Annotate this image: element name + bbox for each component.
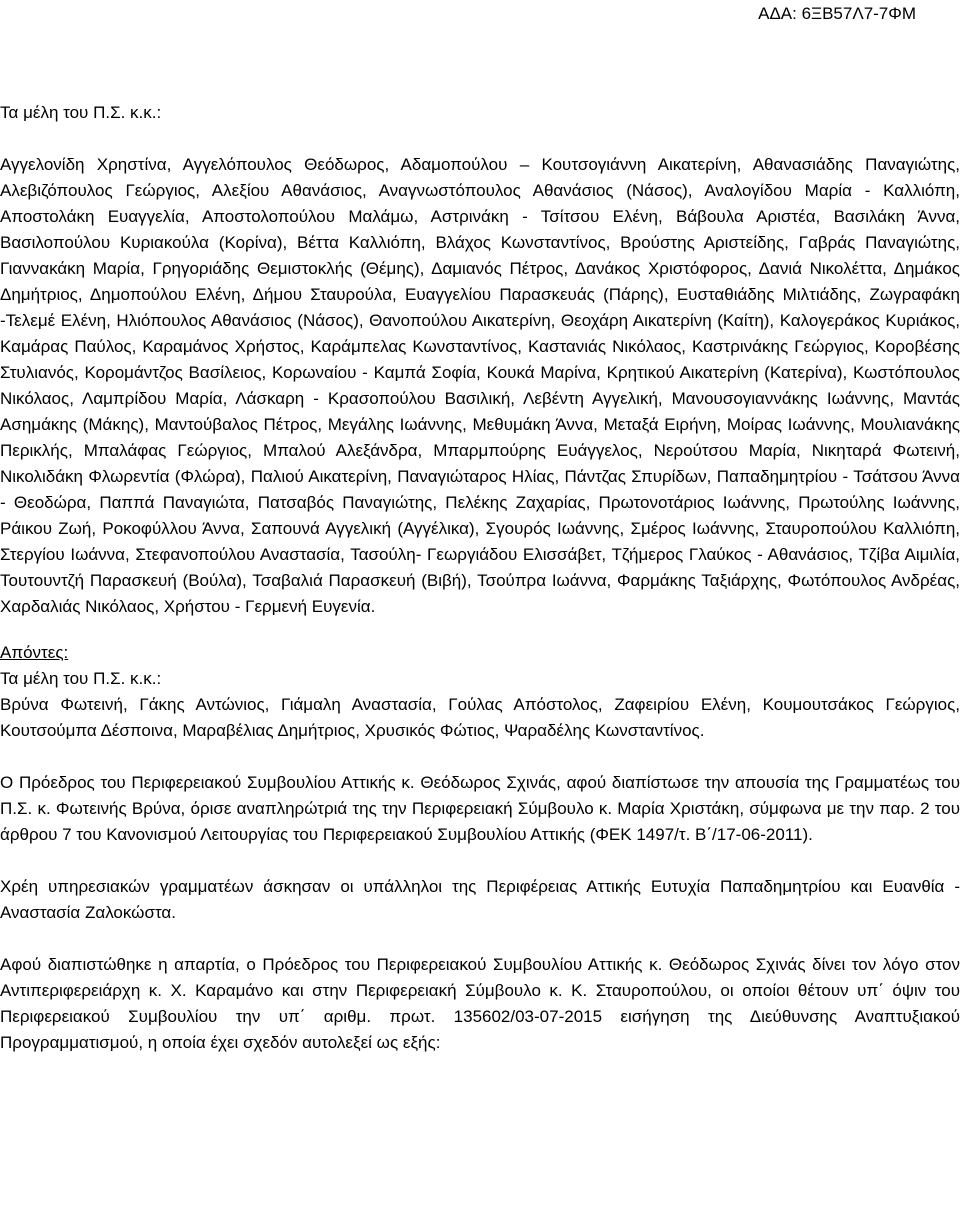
members-present-heading: Τα μέλη του Π.Σ. κ.κ.:: [0, 103, 162, 122]
absent-heading: [0, 640, 960, 666]
spacer: [0, 620, 960, 640]
members-present-list: Αγγελονίδη Χρηστίνα, Αγγελόπουλος Θεόδωρος, Αδαμοπούλου – Κουτσογιάννη Αικατερίνη, Αθανασιάδης Παναγιώτης, Αλεβιζόπουλος Γεώργιος, Αλεξίου Αθανάσιος, Αναγνωστόπουλος Αθανάσιος (Νάσος), Αναλογίδου Μαρία - Καλλιόπη, Αποστολάκη Ευαγγελία, Αποστολοπούλου Μαλάμω, Αστρινάκη - Τσίτσου Ελένη, Βάβουλα Αριστέα, Βασιλάκη Άννα, Βασιλοπούλου Κυριακούλα (Κορίνα), Βέττα Καλλιόπη, Βλάχος Κωνσταντίνος, Βρούστης Αριστείδης, Γαβράς Παναγιώτης, Γιαννακάκη Μαρία, Γρηγοριάδης Θεμιστοκλής (Θέμης), Δαμιανός Πέτρος, Δανάκος Χριστόφορος, Δανιά Νικολέττα, Δημάκος Δημήτριος, Δημοπούλου Ελένη, Δήμου Σταυρούλα, Ευαγγελίου Παρασκευάς (Πάρης), Ευσταθιάδης Μιλτιάδης, Ζωγραφάκη -Τελεμέ Ελένη, Ηλιόπουλος Αθανάσιος (Νάσος), Θανοπούλου Αικατερίνη, Θεοχάρη Αικατερίνη (Καίτη), Καλογεράκος Κυριάκος, Καμάρας Παύλος, Καραμάνος Χρήστος, Καράμπελας Κωνσταντίνος, Καστανιάς Νικόλαος, Καστρινάκης Γεώργιος, Κοροβέσης Στυλιανός, Κορομάντζος Βασίλειος, Κορωναίου - Καμπά Σοφία, Κουκά Μαρίνα, Κρητικού Αικατερίνη (Κατερίνα), Κωστόπουλος Νικόλαος, Λαμπρίδου Μαρία, Λάσκαρη - Κρασοπούλου Βασιλική, Λεβέντη Αγγελική, Μανουσογιαννάκης Ιωάννης, Μαντάς Ασημάκης (Μάκης), Μαντούβαλος Πέτρος, Μεγάλης Ιωάννης, Μεθυμάκη Άννα, Μεταξά Ειρήνη, Μοίρας Ιωάννης, Μουλιανάκης Περικλής, Μπαλάφας Γεώργιος, Μπαλού Αλεξάνδρα, Μπαρμπούρης Ευάγγελος, Νερούτσου Μαρία, Νικηταρά Φωτεινή, Νικολιδάκη Φλωρεντία (Φλώρα), Παλιού Αικατερίνη, Παναγιώταρος Ηλίας, Πάντζας Σπυρίδων, Παπαδημητρίου - Τσάτσου Άννα - Θεοδώρα, Παππά Παναγιώτα, Πατσαβός Παναγιώτης, Πελέκης Ζαχαρίας, Πρωτονοτάριος Ιωάννης, Πρωτούλης Ιωάννης, Ράικου Ζωή, Ροκοφύλλου Άννα, Σαπουνά Αγγελική (Αγγέλικα), Σγουρός Ιωάννης, Σμέρος Ιωάννης, Σταυροπούλου Καλλιόπη, Στεργίου Ιωάννα, Στεφανοπούλου Αναστασία, Τασούλη- Γεωργιάδου Ελισσάβετ, Τζήμερος Γλαύκος - Αθανάσιος, Τζίβα Αιμιλία, Τουτουντζή Παρασκευή (Βούλα), Τσαβαλιά Παρασκευή (Βιβή), Τσούπρα Ιωάννα, Φαρμάκης Ταξιάρχης, Φωτόπουλος Ανδρέας, Χαρδαλιάς Νικόλαος, Χρήστου - Γερμενή Ευγενία.: [0, 155, 960, 616]
spacer: [0, 848, 960, 874]
members-absent-list: Βρύνα Φωτεινή, Γάκης Αντώνιος, Γιάμαλη Αναστασία, Γούλας Απόστολος, Ζαφειρίου Ελένη, Κουμουτσάκος Γεώργιος, Κουτσούμπα Δέσποινα, Μαραβέλιας Δημήτριος, Χρυσικός Φώτιος, Ψαραδέλης Κωνσταντίνος.: [0, 695, 960, 740]
document-body: [0, 100, 960, 1056]
paragraph-secretary: Χρέη υπηρεσιακών γραμματέων άσκησαν οι υπάλληλοι της Περιφέρειας Αττικής Ευτυχία Παπαδημητρίου και Ευανθία - Αναστασία Ζαλοκώστα.: [0, 877, 960, 922]
spacer: [0, 744, 960, 770]
members-absent-heading: Τα μέλη του Π.Σ. κ.κ.:: [0, 669, 162, 688]
paragraph-president: Ο Πρόεδρος του Περιφερειακού Συμβουλίου Αττικής κ. Θεόδωρος Σχινάς, αφού διαπίστωσε την απουσία της Γραμματέως του Π.Σ. κ. Φωτεινής Βρύνα, όρισε αναπληρώτριά της την Περιφερειακή Σύμβουλο κ. Μαρία Χριστάκη, σύμφωνα με την παρ. 2 του άρθρου 7 του Κανονισμού Λειτουργίας του Περιφερειακού Συμβουλίου Αττικής (ΦΕΚ 1497/τ. Β΄/17-06-2011).: [0, 773, 960, 844]
ada-code: ΑΔΑ: 6ΞΒ57Λ7-7ΦΜ: [758, 4, 916, 23]
paragraph-quorum: Αφού διαπιστώθηκε η απαρτία, ο Πρόεδρος του Περιφερειακού Συμβουλίου Αττικής κ. Θεόδωρος Σχινάς δίνει τον λόγο στον Αντιπεριφερειάρχη κ. Χ. Καραμάνο και στην Περιφερειακή Σύμβουλο κ. Κ. Σταυροπούλου, οι οποίοι θέτουν υπ΄ όψιν του Περιφερειακού Συμβουλίου την υπ΄ αριθμ. πρωτ. 135602/03-07-2015 εισήγηση της Διεύθυνσης Αναπτυξιακού Προγραμματισμού, η οποία έχει σχεδόν αυτολεξεί ως εξής:: [0, 955, 960, 1052]
spacer: [0, 126, 960, 152]
absent-heading-text: Απόντες:: [0, 643, 69, 662]
spacer: [0, 926, 960, 952]
